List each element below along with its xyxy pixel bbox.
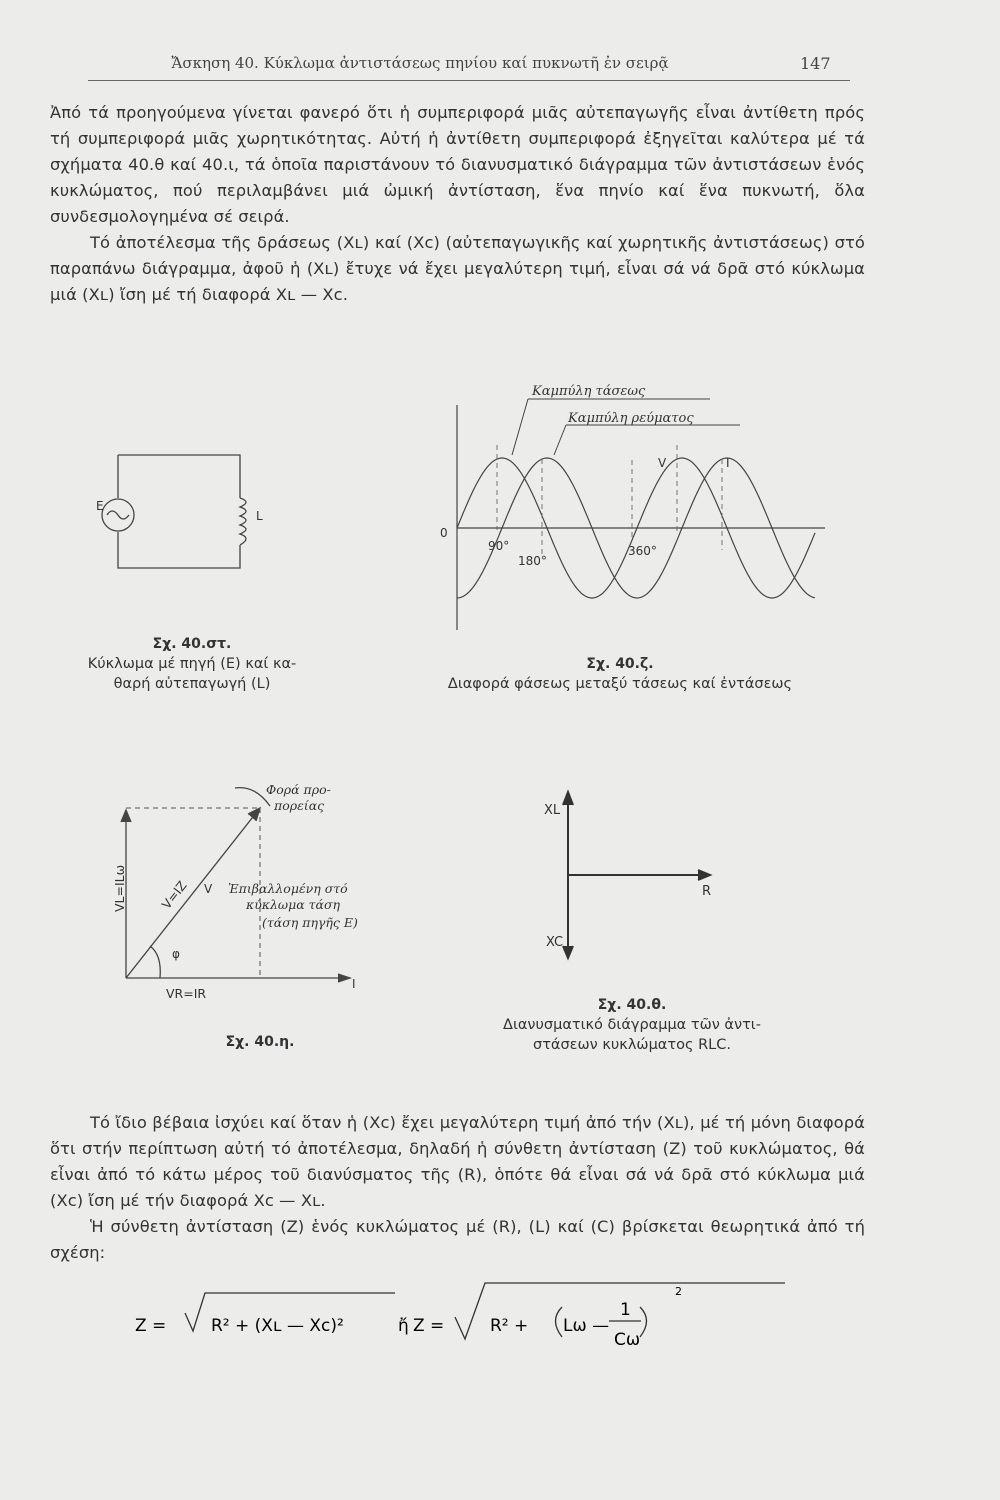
rotation-label-2: πορείας [274,798,325,813]
tick-90: 90° [488,539,510,553]
figure-40-th-caption [462,995,802,1055]
current-curve-label: Καμπύλη ρεύματος [568,411,694,426]
vl-label: VL=ILω [112,864,127,912]
impedance-formula [125,1265,845,1375]
label-L: L [256,509,263,523]
figure-40-e-caption [180,1032,340,1052]
formula-radicand-2: R² + [490,1316,529,1336]
body-text-bottom [50,1110,865,1266]
label-V: V [658,456,667,470]
caption-line: στάσεων κυκλώματος RLC. [533,1037,731,1053]
figure-number: Σχ. 40.ζ. [586,656,654,672]
paragraph-1: Ἀπό τά προηγούμενα γίνεται φανερό ὅτι ἡ συμπεριφορά μιᾶς αὐτεπαγωγῆς εἶναι ἀντίθετη πρός τή συμπεριφορά μιᾶς χωρητικότητας. Αὐτή ἡ ἀντίθετη συμπεριφορά ἐξηγεῖται καλύτερα μέ τά σχήματα 40.θ καί 40.ι, τά ὁποῖα παριστάνουν τό διανυσματικό διάγραμμα τῶν ἀντιστάσεων ἑνός κυκλώματος, πού περιλαμβάνει μιά ὠμική ἀντίσταση, ἕνα πηνίο καί ἕνα πυκνωτή, ὅλα συνδεσμολογημένα σέ σειρά. [50,103,865,226]
figure-40-z-waveforms [420,375,840,655]
formula-numerator: 1 [620,1300,631,1320]
formula-denominator: Cω [614,1330,641,1350]
rotation-label-1: Φορά προ- [266,782,331,797]
caption-line: θαρή αὐτεπαγωγή (L) [113,676,271,692]
applied-voltage-line-2: κύκλωμα τάση [246,897,341,912]
page-number: 147 [800,54,831,73]
label-I: I [726,456,730,470]
paragraph-3: Τό ἴδιο βέβαια ἰσχύει καί ὅταν ἡ (Xᴄ) ἔχει μεγαλύτερη τιμή ἀπό τήν (Xʟ), μέ τή μόνη διαφορά ὅτι στήν περίπτωση αὐτή τό ἀποτέλεσμα, δηλαδή ἡ σύνθετη ἀντίσταση (Z) τοῦ κυκλώματος, θά εἶναι ἀπό τό κάτω μέρος τοῦ διανύσματος τῆς (R), ὁπότε θά εἶναι σά νά δρᾶ στό κύκλωμα μιά (Xᴄ) ἴση μέ τήν διαφορά Xᴄ — Xʟ. [50,1113,865,1210]
applied-voltage-line-3: (τάση πηγῆς E) [262,915,358,930]
figure-40-th-vector-diagram [530,780,760,990]
figure-40-st-circuit [80,440,300,590]
label-E: E [96,499,104,513]
phi-label: φ [172,947,180,961]
figure-40-z-caption [400,654,840,694]
caption-line: Διανυσματικό διάγραμμα τῶν ἀντι- [503,1017,761,1033]
voltage-curve-label: Καμπύλη τάσεως [532,384,646,399]
running-header: Ἄσκηση 40. Κύκλωμα ἀντιστάσεως πηνίου καί πυκνωτῆ ἐν σειρᾷ [171,54,669,72]
figure-number: Σχ. 40.η. [225,1034,295,1050]
formula-z2: Z = [413,1316,445,1336]
formula-exponent: 2 [675,1285,682,1298]
figure-40-e-phasor [100,780,420,1010]
caption-line: Διαφορά φάσεως μεταξύ τάσεως καί ἐντάσεως [447,676,793,692]
body-text-top [50,100,865,308]
r-label: R [702,884,712,899]
xc-label: XC [546,935,564,950]
xl-label: XL [544,803,561,818]
label-V: V [204,882,213,896]
tick-180: 180° [518,554,547,568]
formula-or: ἤ [398,1316,409,1336]
paragraph-4: Ἡ σύνθετη ἀντίσταση (Z) ἑνός κυκλώματος μέ (R), (L) καί (C) βρίσκεται θεωρητικά ἀπό τή σχέση: [50,1217,865,1262]
figure-number: Σχ. 40.στ. [152,636,232,652]
figure-40-st-caption [62,634,322,694]
formula-l-omega: Lω — [563,1316,610,1336]
formula-radicand-1: R² + (Xʟ — Xᴄ)² [211,1316,344,1336]
vector-label: V=IZ [158,877,190,912]
paragraph-2: Τό ἀποτέλεσμα τῆς δράσεως (Xʟ) καί (Xᴄ) (αὐτεπαγωγικῆς καί χωρητικῆς ἀντιστάσεως) στό παραπάνω διάγραμμα, ἀφοῦ ἡ (Xʟ) ἔτυχε νά ἔχει μεγαλύτερη τιμή, εἶναι σά νά δρᾶ στό κύκλωμα μιά (Xʟ) ἴση μέ τή διαφορά Xʟ — Xᴄ. [50,233,865,304]
tick-360: 360° [628,544,657,558]
origin-label: 0 [440,526,448,540]
caption-line: Κύκλωμα μέ πηγή (E) καί κα- [87,656,297,672]
label-I: I [352,977,356,991]
vr-label: VR=IR [166,986,207,1001]
applied-voltage-line-1: Ἐπιβαλλομένη στό [228,881,348,896]
formula-z1: Z = [135,1316,167,1336]
figure-number: Σχ. 40.θ. [597,997,667,1013]
header-rule [88,80,850,81]
